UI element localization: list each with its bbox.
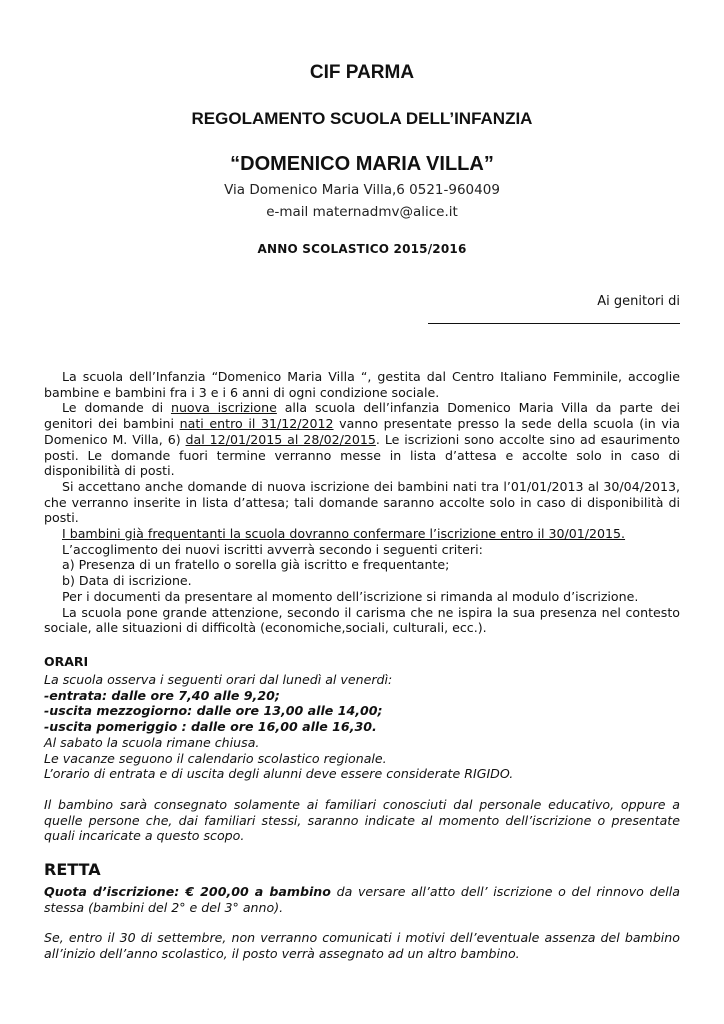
retta-heading: RETTA xyxy=(44,860,101,879)
regolamento-title: REGOLAMENTO SCUOLA DELL’INFANZIA xyxy=(191,109,533,128)
intro-paragraph-2: Le domande di nuova iscrizione alla scuola dell’infanzia Domenico Maria Villa da parte dei genitori dei bambini nati entro il 31/12/2012 vanno presentate presso la sede della scuola (in via Domenico M. Villa, 6) dal 12/01/2015 al 28/02/2015. Le iscrizioni sono accolte sino ad esaurimento posti. Le domande fuori termine verranno messe in lista d’attesa e accolte solo in caso di disponibilità di posti. xyxy=(44,400,681,479)
orari-rigido: L’orario di entrata e di uscita degli alunni deve essere considerate RIGIDO. xyxy=(44,766,514,782)
orari-uscita-pomeriggio: -uscita pomeriggio : dalle ore 16,00 alle 16,30. xyxy=(44,719,377,735)
retta-settembre: Se, entro il 30 di settembre, non verranno comunicati i motivi dell’eventuale assenza del bambino all’inizio dell’anno scolastico, il posto verrà assegnato ad un altro bambino. xyxy=(44,930,680,962)
criterion-b: b) Data di iscrizione. xyxy=(62,573,192,589)
org-title: CIF PARMA xyxy=(309,62,415,83)
recipient-blank-line xyxy=(428,323,680,324)
orari-heading: ORARI xyxy=(44,654,89,669)
orari-sabato: Al sabato la scuola rimane chiusa. xyxy=(44,734,260,750)
intro-paragraph-4: I bambini già frequentanti la scuola dovranno confermare l’iscrizione entro il 30/01/2015. xyxy=(62,526,626,542)
orari-section xyxy=(44,672,680,844)
intro-paragraph-6: Per i documenti da presentare al momento dell’iscrizione si rimanda al modulo d’iscrizione. xyxy=(62,588,639,604)
intro-paragraph-7: La scuola pone grande attenzione, secondo il carisma che ne ispira la sua presenza nel contesto sociale, alle situazioni di difficoltà (economiche,sociali, culturali, ecc.). xyxy=(44,604,680,636)
retta-section xyxy=(44,884,680,962)
recipient-label: Ai genitori di xyxy=(597,294,680,309)
orari-line-1: La scuola osserva i seguenti orari dal lunedì al venerdì: xyxy=(44,672,393,687)
school-address: Via Domenico Maria Villa,6 0521-960409 xyxy=(224,182,500,198)
criterion-a: a) Presenza di un fratello o sorella già iscritto e frequentante; xyxy=(62,557,450,573)
intro-paragraph-3: Si accettano anche domande di nuova iscrizione dei bambini nati tra l’01/01/2013 al 30/04/2013, che verranno inserite in lista d’attesa; tali domande saranno accolte solo in caso di disponibilità di posti. xyxy=(44,478,680,526)
orari-consegna: Il bambino sarà consegnato solamente ai familiari conosciuti dal personale educativo, oppure a quelle persone che, dai familiari stessi, saranno indicate al momento dell’iscrizione o presentate quali incaricate a questo scopo. xyxy=(44,796,680,844)
retta-quota: Quota d’iscrizione: € 200,00 a bambino da versare all’atto dell’ iscrizione o del rinnovo della stessa (bambini del 2° e del 3° anno). xyxy=(44,884,680,915)
school-name: “DOMENICO MARIA VILLA” xyxy=(230,153,494,175)
intro-paragraph-5: L’accoglimento dei nuovi iscritti avverrà secondo i seguenti criteri: xyxy=(62,541,483,557)
intro-section xyxy=(44,369,680,636)
school-email: e-mail maternadmv@alice.it xyxy=(266,204,458,220)
orari-uscita-mezzogiorno: -uscita mezzogiorno: dalle ore 13,00 alle 14,00; xyxy=(44,703,383,719)
orari-vacanze: Le vacanze seguono il calendario scolastico regionale. xyxy=(44,750,387,766)
intro-paragraph-1: La scuola dell’Infanzia “Domenico Maria Villa “, gestita dal Centro Italiano Femminile, accoglie bambine e bambini fra i 3 e i 6 anni di ogni condizione sociale. xyxy=(44,369,680,400)
school-year: ANNO SCOLASTICO 2015/2016 xyxy=(257,242,467,256)
orari-entrata: -entrata: dalle ore 7,40 alle 9,20; xyxy=(44,687,280,703)
